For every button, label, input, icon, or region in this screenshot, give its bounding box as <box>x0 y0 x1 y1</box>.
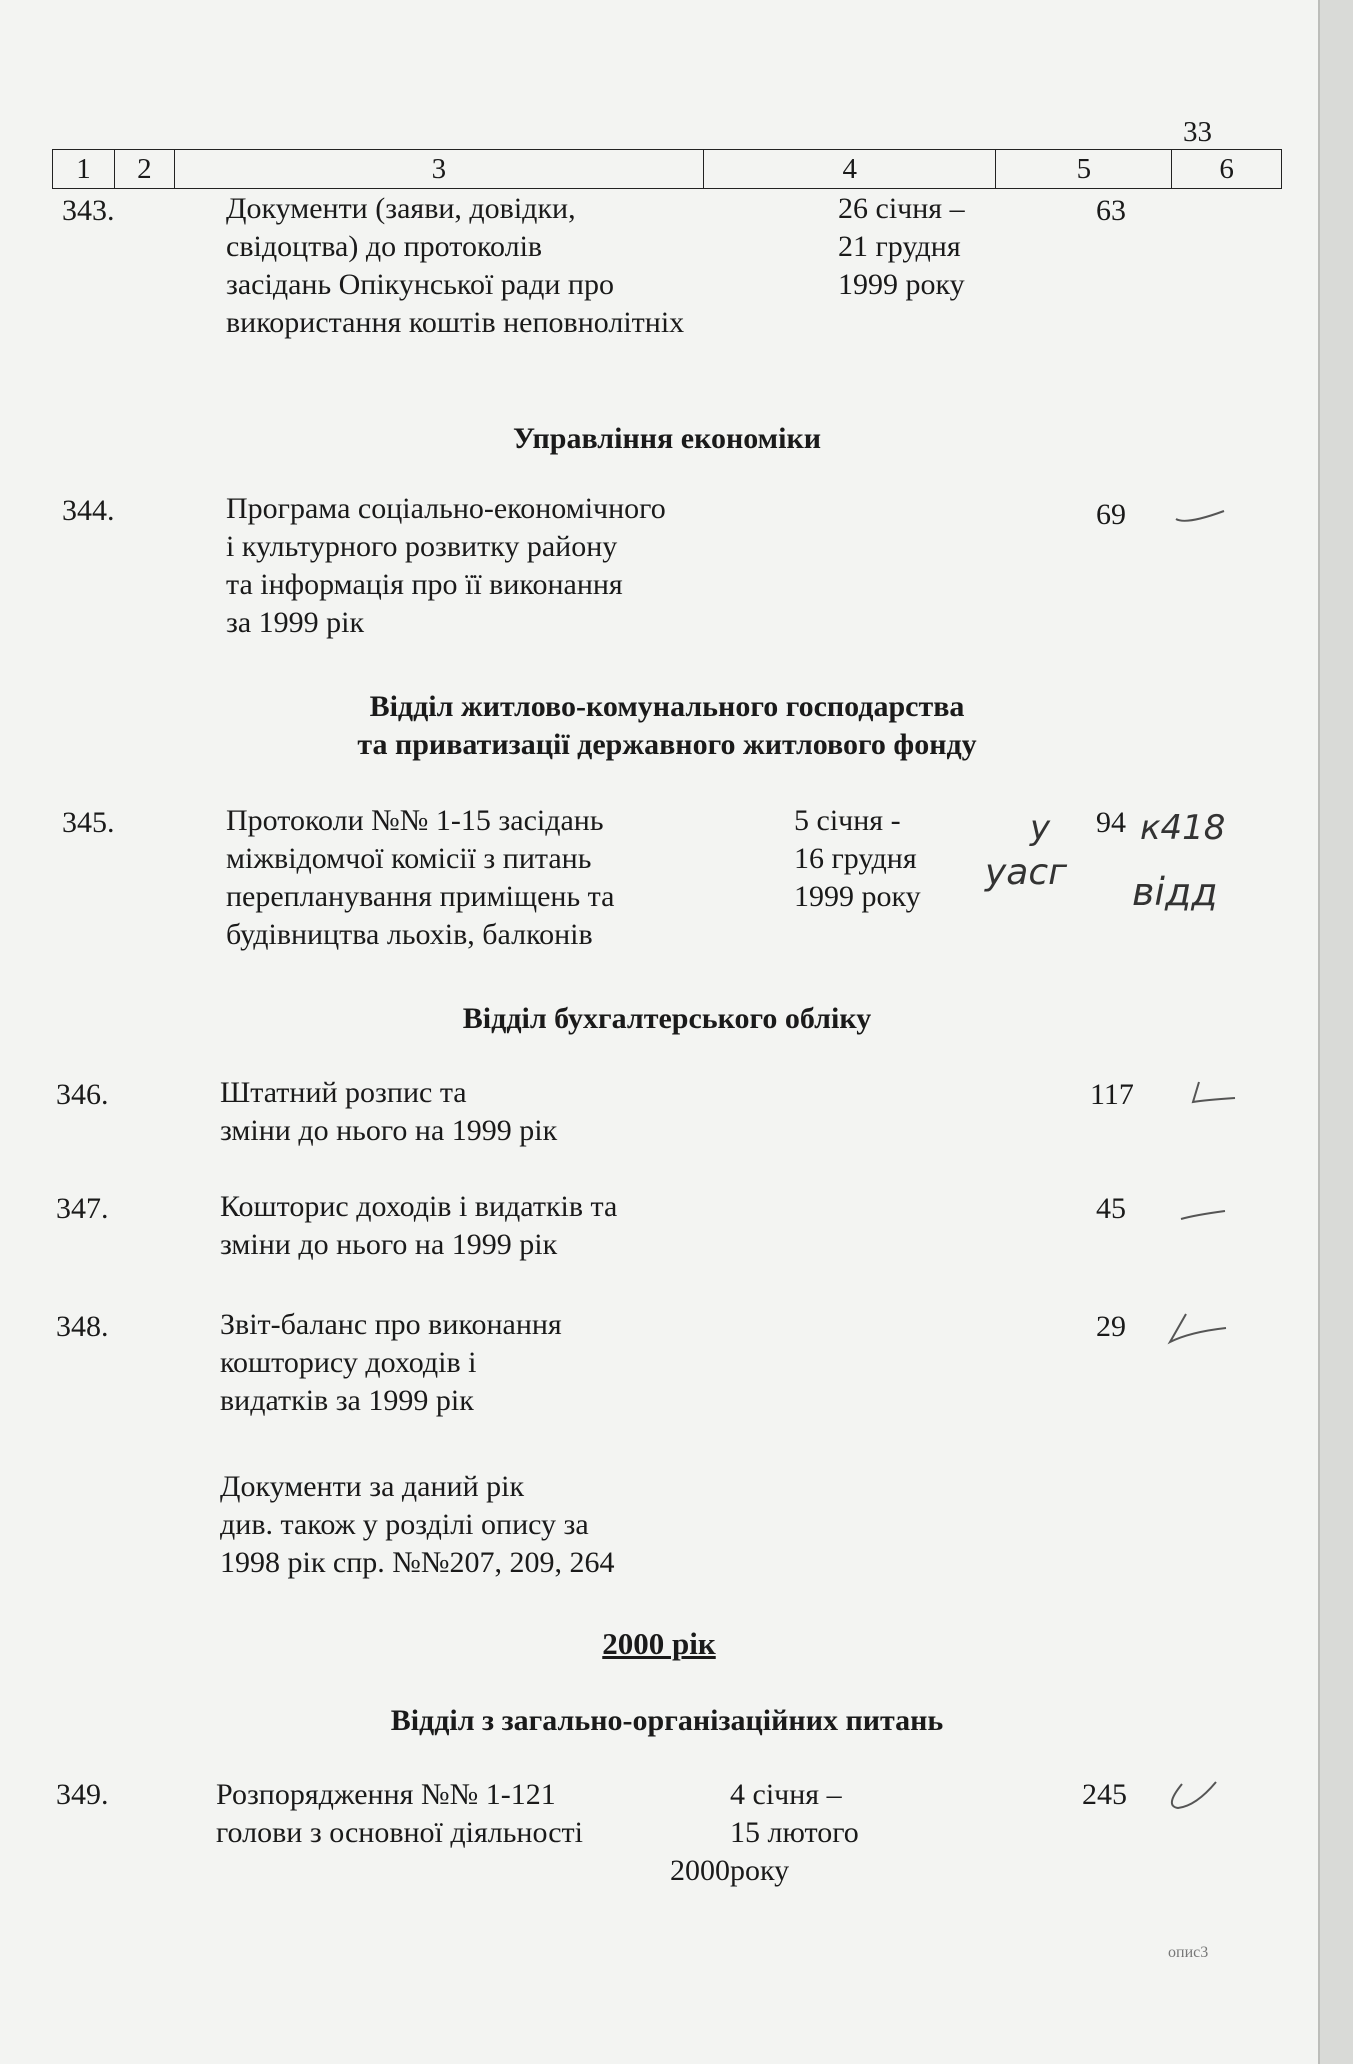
section-economy: Управління економіки <box>512 422 822 455</box>
entry-343-sheets: 63 <box>1096 194 1126 227</box>
page-number: 33 <box>1183 116 1212 148</box>
note-line: 1998 рік спр. №№207, 209, 264 <box>220 1546 615 1579</box>
handwritten-vidd: відд <box>1132 870 1218 914</box>
table-header <box>52 149 1282 189</box>
date-line: 2000року <box>670 1854 790 1887</box>
header-col-1: 1 <box>53 150 115 188</box>
handwritten-k418: к418 <box>1140 808 1226 848</box>
date-line: 15 лютого <box>730 1816 859 1849</box>
title-line: за 1999 рік <box>226 606 365 639</box>
entry-346-sheets: 117 <box>1090 1078 1134 1111</box>
year-heading: 2000 рік <box>602 1626 716 1661</box>
title-line: використання коштів неповнолітніх <box>226 306 685 339</box>
entry-343-dates <box>838 190 965 304</box>
title-line: Документи (заяви, довідки, <box>226 192 576 225</box>
entry-349-dates <box>670 1776 859 1890</box>
footer-mark: опис3 <box>1168 1944 1209 1961</box>
entry-345-dates <box>794 802 921 916</box>
title-line: видатків за 1999 рік <box>220 1384 474 1417</box>
date-line: 1999 року <box>794 880 921 913</box>
title-line: свідоцтва) до протоколів <box>226 230 543 263</box>
entry-348-title <box>220 1306 562 1420</box>
entry-343-title <box>226 190 684 342</box>
entry-347-title <box>220 1188 617 1264</box>
checkmark-icon <box>1160 1776 1220 1816</box>
entry-344-title <box>226 490 666 642</box>
entry-348-number: 348. <box>56 1310 109 1343</box>
entry-344-number: 344. <box>62 494 115 527</box>
entry-345-sheets: 94 <box>1096 806 1126 839</box>
checkmark-icon <box>1185 1078 1241 1110</box>
title-line: і культурного розвитку району <box>226 530 618 563</box>
title-line: Штатний розпис та <box>220 1076 467 1109</box>
date-line: 26 січня – <box>838 192 965 225</box>
entry-348-sheets: 29 <box>1096 1310 1126 1343</box>
title-line: Кошторис доходів і видатків та <box>220 1190 618 1223</box>
checkmark-icon <box>1170 505 1230 529</box>
title-line: Протоколи №№ 1-15 засідань <box>226 804 604 837</box>
entry-343-number: 343. <box>62 194 115 227</box>
entry-345-title <box>226 802 614 954</box>
note-line: Документи за даний рік <box>220 1470 525 1503</box>
checkmark-icon <box>1160 1310 1232 1350</box>
entry-347-sheets: 45 <box>1096 1192 1126 1225</box>
date-line: 4 січня – <box>730 1778 842 1811</box>
title-line: будівництва льохів, балконів <box>226 918 593 951</box>
header-col-2: 2 <box>115 150 175 188</box>
section-housing-line2: та приватизації державного житлового фонду <box>357 728 977 761</box>
title-line: голови з основної діяльності <box>216 1816 583 1849</box>
header-col-4: 4 <box>704 150 997 188</box>
date-line: 16 грудня <box>794 842 917 875</box>
entry-344-sheets: 69 <box>1096 498 1126 531</box>
header-col-5: 5 <box>996 150 1172 188</box>
title-line: та інформація про її виконання <box>226 568 623 601</box>
entry-349-title <box>216 1776 583 1852</box>
entry-349-number: 349. <box>56 1778 109 1811</box>
entry-345-number: 345. <box>62 806 115 839</box>
note-line: див. також у розділі опису за <box>220 1508 589 1541</box>
title-line: Розпорядження №№ 1-121 <box>216 1778 556 1811</box>
entry-349-sheets: 245 <box>1082 1778 1127 1811</box>
date-line: 5 січня - <box>794 804 901 837</box>
title-line: зміни до нього на 1999 рік <box>220 1228 558 1261</box>
section-housing-line1: Відділ житлово-комунального господарства <box>369 690 965 723</box>
header-col-3: 3 <box>175 150 704 188</box>
entry-347-number: 347. <box>56 1192 109 1225</box>
entry-346-title <box>220 1074 557 1150</box>
handwritten-uasg: уасг <box>985 852 1068 893</box>
date-line: 1999 року <box>838 268 965 301</box>
header-col-6: 6 <box>1219 152 1234 185</box>
title-line: Програма соціально-економічного <box>226 492 666 525</box>
checkmark-icon <box>1175 1205 1231 1225</box>
title-line: міжвідомчої комісії з питань <box>226 842 592 875</box>
entry-346-number: 346. <box>56 1078 109 1111</box>
handwritten-u: у <box>1030 808 1051 848</box>
section-general: Відділ з загально-організаційних питань <box>390 1704 944 1737</box>
section-accounting: Відділ бухгалтерського обліку <box>462 1002 872 1035</box>
title-line: зміни до нього на 1999 рік <box>220 1114 558 1147</box>
title-line: перепланування приміщень та <box>226 880 615 913</box>
date-line: 21 грудня <box>838 230 961 263</box>
cross-reference-note <box>220 1468 615 1582</box>
title-line: кошторису доходів і <box>220 1346 477 1379</box>
title-line: Звіт-баланс про виконання <box>220 1308 562 1341</box>
page-edge <box>1318 0 1353 2064</box>
title-line: засідань Опікунської ради про <box>226 268 614 301</box>
